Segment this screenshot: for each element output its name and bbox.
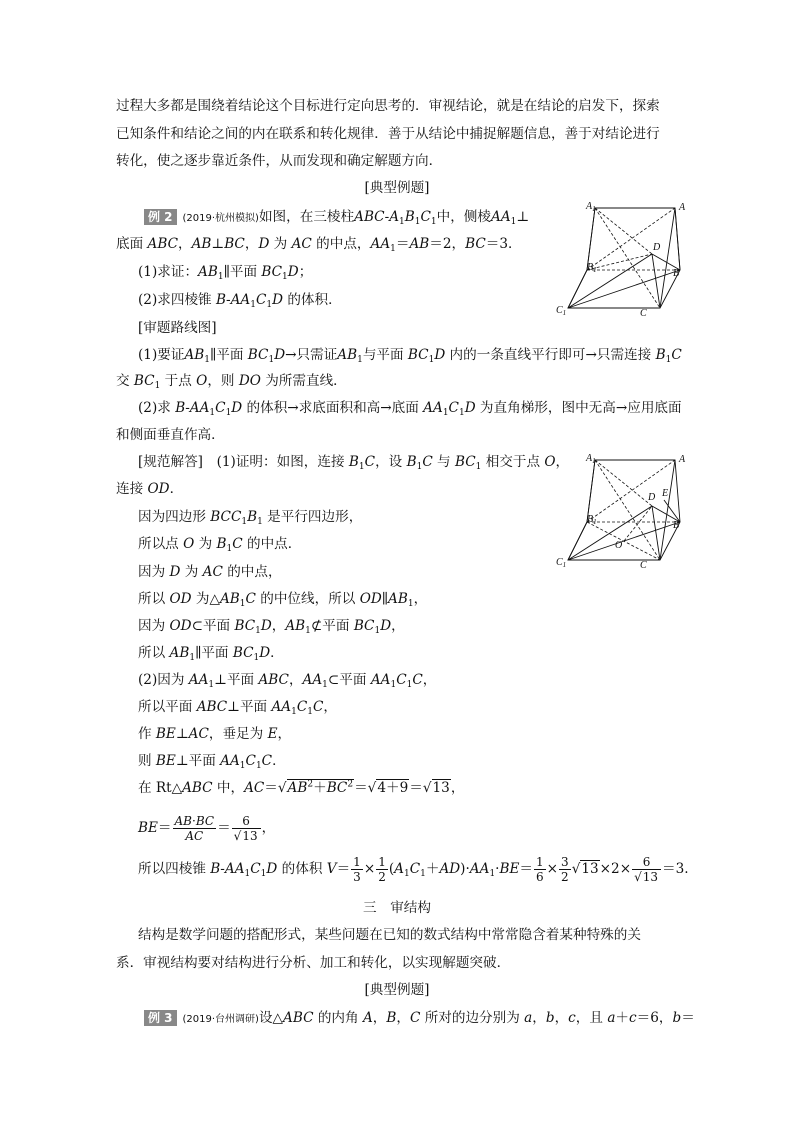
figure-2-label-c: C	[640, 560, 647, 571]
intro-line-1: 过程大多都是围绕着结论这个目标进行定向思考的．审视结论，就是在结论的启发下，探索	[116, 98, 660, 114]
figure-2-label-e: E	[662, 488, 669, 499]
solution-line-8: 所以 $AB_1\parallel$平面 $BC_1D$．	[138, 645, 284, 663]
example-2-tag: 例 2	[144, 209, 177, 225]
prism-figure-solution	[552, 448, 692, 572]
route-line-1: (1)要证$AB_1\parallel$平面 $BC_1D\to$只需证$AB_1$与平面 $BC_1D$ 内的一条直线平行即可→只需连接 $B_1C$	[138, 347, 682, 365]
figure-label-b1: $B_1$	[587, 262, 597, 274]
example-3-tag: 例 3	[144, 1010, 177, 1026]
example-2-source: (2019·杭州模拟)	[182, 213, 259, 224]
example-2-line-2: 底面 ABC，AB⊥BC，D 为 AC 的中点，$AA_1=AB=2$，BC＝3．	[116, 236, 522, 254]
route-heading: [审题路线图]	[138, 320, 217, 336]
solution-line-2: 连接 OD．	[116, 481, 184, 497]
solution-line-13: 在 Rt△ABC 中，$AC=√AB^2+BC^2=√4+9=√13$，	[138, 779, 465, 796]
route-line-4: 和侧面垂直作高．	[116, 427, 225, 443]
solution-line-11: 作 BE⊥AC，垂足为 E，	[138, 726, 292, 742]
figure-2-label-b: B	[673, 520, 680, 531]
section-3-line-2: 系．审视结构要对结构进行分析、加工和转化，以实现解题突破．	[116, 955, 511, 971]
route-line-2: 交 $BC_1$ 于点 O，则 DO 为所需直线．	[116, 373, 347, 391]
solution-line-15: 所以四棱锥 $B-AA_1C_1D$ 的体积 V＝ $\frac{1}{3}$ × $\frac{1}{2}$ $(A_1C_1+AD)\cdot AA_1\cdot BE=$ $\frac{1}{6}$ × $\frac{3}{2}$ √13×2× $\frac{6}{√13}$ ＝3.	[138, 855, 689, 884]
figure-2-label-o: O	[615, 540, 623, 551]
solution-line-5: 因为 D 为 AC 的中点，	[138, 564, 282, 580]
solution-line-12: 则 BE⊥平面 $AA_1C_1C$．	[138, 753, 286, 771]
prism-figure	[552, 196, 692, 320]
solution-line-6: 所以 OD 为$\triangle AB_1C$ 的中位线，所以 $OD\parallel AB_1$，	[138, 591, 428, 609]
question-1: (1)求证：$AB_1\parallel$平面 $BC_1D$；	[138, 264, 313, 282]
figure-label-d: D	[653, 242, 661, 253]
solution-line-14: BE＝ $\frac{AB\cdot BC}{AC}$ ＝ $\frac{6}{√13}$ ，	[138, 814, 276, 843]
heading-typical-examples-2: [典型例题]	[364, 982, 430, 998]
solution-line-10: 所以平面 ABC⊥平面 $AA_1C_1C$，	[138, 699, 337, 717]
figure-2-label-d: D	[648, 492, 656, 503]
solution-line-7: 因为 OD⊂平面 $BC_1D$，$AB_1⊄$平面 $BC_1D$，	[138, 618, 405, 636]
solution-line-9: (2)因为 $AA_1\perp$平面 ABC，$AA_1\subset$平面 $AA_1C_1C$，	[138, 672, 437, 690]
heading-typical-examples: [典型例题]	[364, 180, 430, 196]
section-3-heading: 三 审结构	[363, 900, 431, 916]
solution-line-1: [规范解答] (1)证明：如图，连接 $B_1C$，设 $B_1C$ 与 $BC_1$ 相交于点 O，	[138, 454, 570, 472]
example-3-line-1: 例 3 (2019·台州调研)设△ABC 的内角 A，B，C 所对的边分别为 a，b，c，且 a＋c＝6，b＝	[144, 1008, 695, 1030]
figure-label-a: A	[679, 202, 686, 213]
figure-2-label-b1: $B_1$	[587, 514, 597, 526]
figure-2-label-a1: $A_1$	[586, 453, 596, 465]
intro-line-2: 已知条件和结论之间的内在联系和转化规律．善于从结论中捕捉解题信息，善于对结论进行	[116, 126, 660, 142]
route-line-3: (2)求 $B-AA_1C_1D$ 的体积→求底面积和高→底面 $AA_1C_1D$ 为直角梯形，图中无高→应用底面	[138, 400, 682, 418]
figure-label-a1: $A_1$	[586, 201, 596, 213]
figure-2-label-c1: $C_1$	[556, 557, 567, 569]
section-3-line-1: 结构是数学问题的搭配形式，某些问题在已知的数式结构中常常隐含着某种特殊的关	[138, 927, 641, 943]
solution-line-4: 所以点 O 为 $B_1C$ 的中点．	[138, 536, 302, 554]
example-2-line-1: 例 2 (2019·杭州模拟)如图，在三棱柱ABC-$A_1B_1C_1$中，侧棱$AA_1\perp$	[144, 207, 529, 229]
question-2: (2)求四棱锥 $B-AA_1C_1D$ 的体积．	[138, 292, 342, 310]
figure-label-b: B	[673, 268, 680, 279]
figure-2-label-a: A	[679, 454, 686, 465]
example-3-source: (2019·台州调研)	[182, 1014, 259, 1025]
intro-line-3: 转化，使之逐步靠近条件，从而发现和确定解题方向．	[116, 153, 443, 169]
figure-label-c1: $C_1$	[556, 305, 567, 317]
solution-line-3: 因为四边形 $BCC_1B_1$ 是平行四边形，	[138, 509, 363, 527]
figure-label-c: C	[640, 308, 647, 319]
